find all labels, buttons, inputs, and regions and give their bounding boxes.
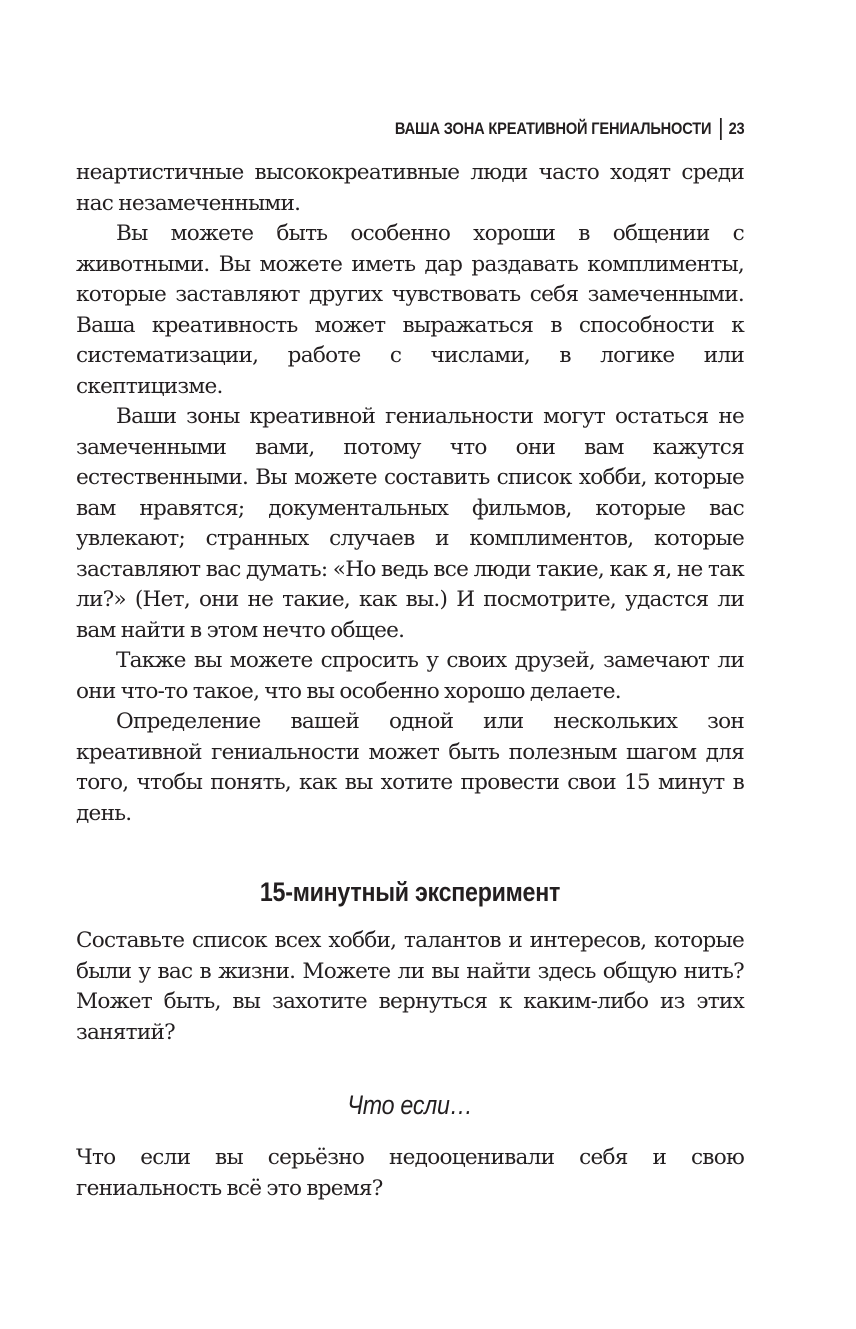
paragraph-zones: Ваши зоны креативной гениальности могут остаться не замеченными вами, потому что они вам кажутся естественными. Вы можете составить список хобби, которые вам нравятся; документальных фильмов, которые вас увлекают; странных случаев и комплиментов, которые заставляют вас думать: «Но ведь все люди такие, как я, не так ли?» (Нет, они не такие, как вы.) И посмотрите, удастся ли вам найти в этом нечто общее. — [76, 404, 744, 643]
running-header — [394, 118, 744, 140]
header-separator — [719, 118, 721, 140]
experiment-text: Составьте список всех хобби, талантов и интересов, которые были у вас в жизни. Можете ли вы найти здесь общую нить? Может быть, вы захотите вернуться к каким-либо из этих занятий? — [76, 928, 744, 1045]
page-number: 23 — [728, 119, 744, 138]
paragraph-animals: Вы можете быть особенно хороши в общении с животными. Вы можете иметь дар раздавать комплименты, которые заставляют других чувствовать себя замеченными. Ваша креативность может выражаться в способности к систематизации, работе с числами, в логике или скептицизме. — [76, 221, 744, 399]
paragraph-friends: Также вы можете спросить у своих друзей, замечают ли они что-то такое, что вы особенно хорошо делаете. — [76, 648, 744, 704]
what-if-text: Что если вы серьёзно недооценивали себя и свою гениальность всё это время? — [76, 1145, 744, 1201]
page-content — [76, 158, 744, 1204]
chapter-title: ВАША ЗОНА КРЕАТИВНОЙ ГЕНИАЛЬНОСТИ — [394, 119, 711, 138]
experiment-heading: 15-минутный эксперимент — [259, 877, 561, 907]
paragraph-definition: Определение вашей одной или нескольких зон креативной гениальности может быть полезным шагом для того, чтобы понять, как вы хотите провести свои 15 минут в день. — [76, 709, 744, 826]
what-if-heading: Что если… — [347, 1090, 473, 1120]
paragraph-continuation: неартистичные высококреативные люди часто ходят среди нас незамеченными. — [76, 160, 744, 216]
